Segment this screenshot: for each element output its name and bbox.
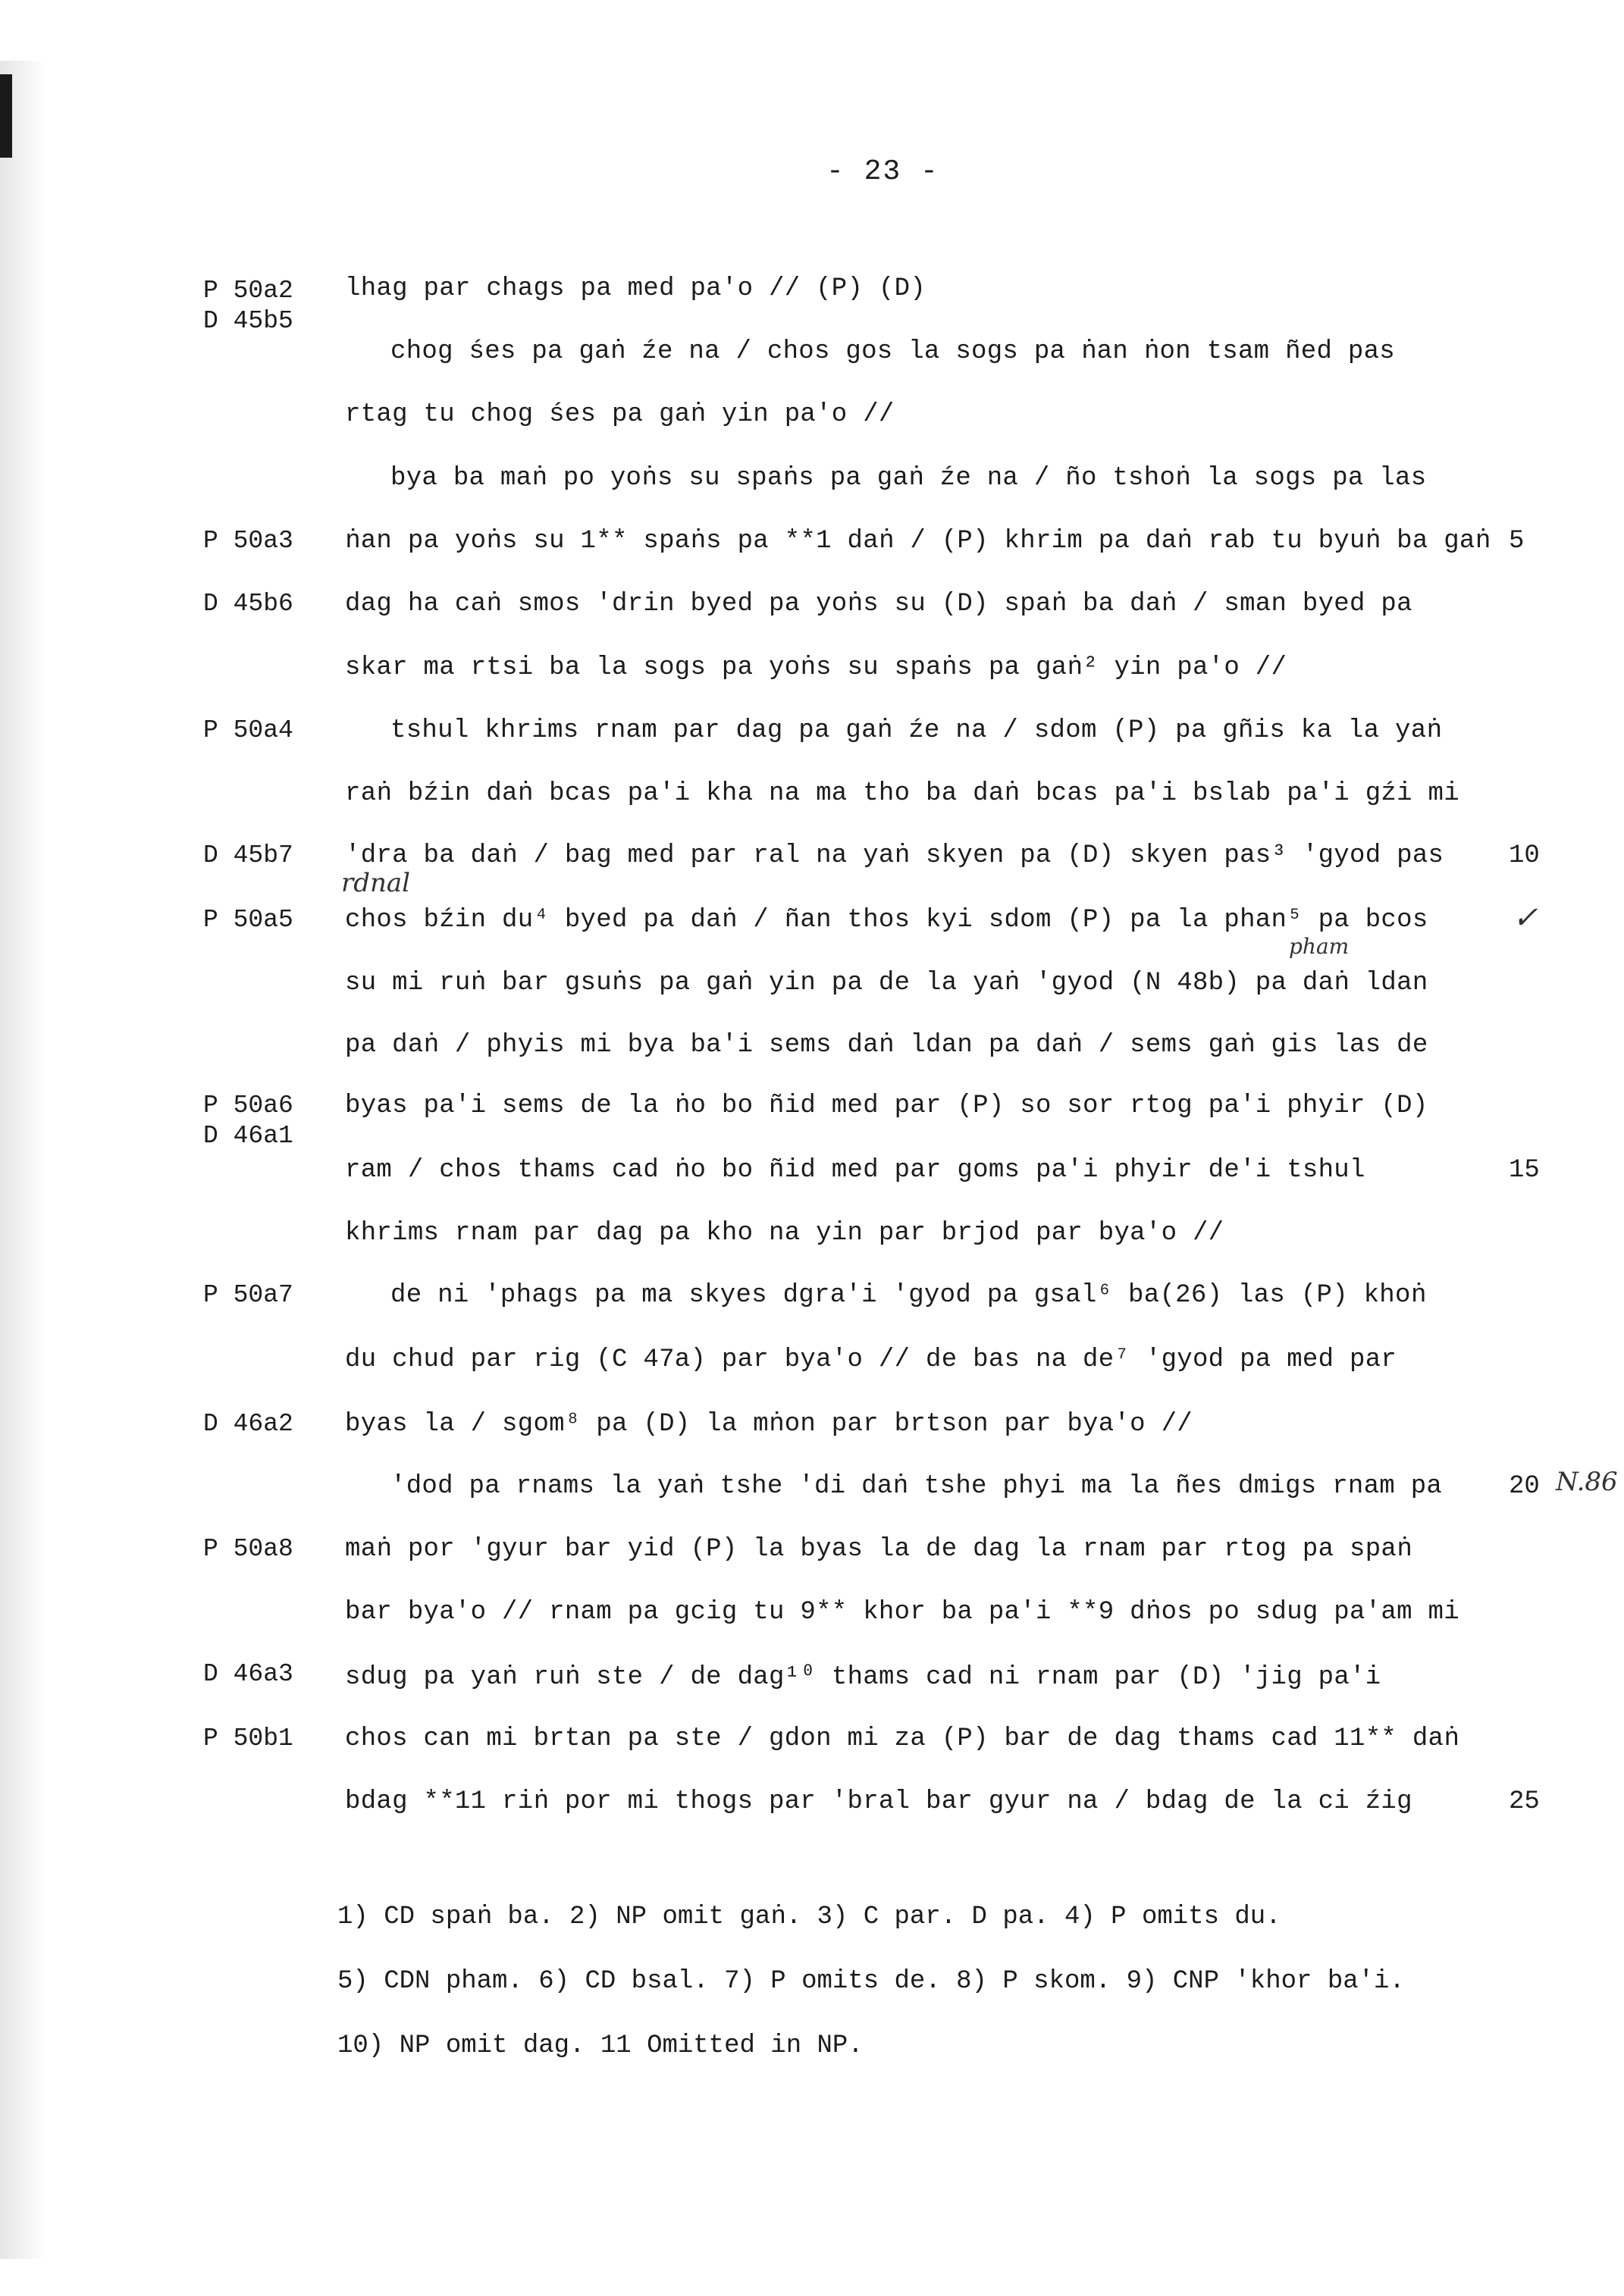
text-line: dag ha caṅ smos 'drin byed pa yoṅs su (D) spaṅ ba daṅ / sman byed pa	[345, 590, 1412, 619]
source-reference: D 45b6	[203, 590, 293, 618]
text-line: byas la / sgom⁸ pa (D) la mṅon par brtson par bya'o //	[345, 1410, 1193, 1439]
text-line: raṅ bźin daṅ bcas pa'i kha na ma tho ba daṅ bcas pa'i bslab pa'i gźi mi	[345, 779, 1459, 808]
source-reference: D 46a3	[203, 1660, 293, 1688]
source-reference: D 46a2	[203, 1410, 293, 1438]
text-line: lhag par chags pa med pa'o // (P) (D)	[345, 274, 926, 303]
footnote: 10) NP omit dag. 11 Omitted in NP.	[337, 2031, 864, 2060]
line-number: 20	[1509, 1472, 1540, 1501]
text-line: bar bya'o // rnam pa gcig tu 9** khor ba pa'i **9 dṅos po sdug pa'am mi	[345, 1598, 1459, 1627]
binding-mark	[0, 74, 12, 158]
source-reference: P 50a6	[203, 1092, 293, 1120]
handwritten-note: ✓	[1513, 901, 1538, 935]
text-line: bdag **11 riṅ por mi thogs par 'bral bar gyur na / bdag de la ci źig	[345, 1787, 1412, 1816]
footnote: 1) CD spaṅ ba. 2) NP omit gaṅ. 3) C par. D pa. 4) P omits du.	[337, 1903, 1281, 1931]
scanned-page-edge	[0, 61, 45, 2259]
text-line: rtag tu chog śes pa gaṅ yin pa'o //	[345, 400, 895, 429]
text-line: byas pa'i sems de la ṅo bo ñid med par (P) so sor rtog pa'i phyir (D)	[345, 1092, 1428, 1120]
text-line: sdug pa yaṅ ruṅ ste / de dag¹⁰ thams cad ni rnam par (D) 'jig pa'i	[345, 1663, 1381, 1692]
source-reference: P 50a3	[203, 527, 293, 555]
source-reference: P 50b1	[203, 1724, 293, 1753]
source-reference: P 50a8	[203, 1535, 293, 1563]
line-number: 25	[1509, 1787, 1540, 1816]
text-line: maṅ por 'gyur bar yid (P) la byas la de dag la rnam par rtog pa spaṅ	[345, 1535, 1412, 1564]
text-line: khrims rnam par dag pa kho na yin par brjod par bya'o //	[345, 1219, 1224, 1248]
source-reference: P 50a4	[203, 716, 293, 744]
footnote: 5) CDN pham. 6) CD bsal. 7) P omits de. 8) P skom. 9) CNP 'khor ba'i.	[337, 1967, 1405, 1996]
text-line: ram / chos thams cad ṅo bo ñid med par goms pa'i phyir de'i tshul	[345, 1156, 1365, 1185]
source-reference: D 45b7	[203, 841, 293, 869]
text-line: de ni 'phags pa ma skyes dgra'i 'gyod pa gsal⁶ ba(26) las (P) khoṅ	[390, 1281, 1427, 1310]
text-line: su mi ruṅ bar gsuṅs pa gaṅ yin pa de la yaṅ 'gyod (N 48b) pa daṅ ldan	[345, 969, 1428, 998]
text-line: ṅan pa yoṅs su 1** spaṅs pa **1 daṅ / (P) khrim pa daṅ rab tu byuṅ ba gaṅ	[345, 527, 1491, 556]
text-line: pa daṅ / phyis mi bya ba'i sems daṅ ldan pa daṅ / sems gaṅ gis las de	[345, 1031, 1428, 1060]
source-reference: P 50a2	[203, 277, 293, 305]
page-number: - 23 -	[826, 155, 939, 188]
line-number: 15	[1509, 1156, 1540, 1185]
text-line: du chud par rig (C 47a) par bya'o // de bas na de⁷ 'gyod pa med par	[345, 1345, 1397, 1374]
handwritten-note: N.86	[1556, 1467, 1618, 1497]
text-line: skar ma rtsi ba la sogs pa yoṅs su spaṅs pa gaṅ² yin pa'o //	[345, 653, 1287, 682]
source-reference: D 45b5	[203, 307, 293, 335]
text-line: 'dod pa rnams la yaṅ tshe 'di daṅ tshe phyi ma la ñes dmigs rnam pa	[390, 1472, 1443, 1501]
text-line: bya ba maṅ po yoṅs su spaṅs pa gaṅ źe na / ño tshoṅ la sogs pa las	[390, 464, 1427, 493]
line-number: 5	[1509, 527, 1525, 556]
text-line: chos can mi brtan pa ste / gdon mi za (P) bar de dag thams cad 11** daṅ	[345, 1724, 1459, 1753]
source-reference: P 50a7	[203, 1281, 293, 1309]
text-line: 'dra ba daṅ / bag med par ral na yaṅ skyen pa (D) skyen pas³ 'gyod pas	[345, 841, 1444, 870]
text-line: tshul khrims rnam par dag pa gaṅ źe na / sdom (P) pa gñis ka la yaṅ	[390, 716, 1443, 745]
text-line: chos bźin du⁴ byed pa daṅ / ñan thos kyi sdom (P) pa la phan⁵ pa bcos	[345, 906, 1428, 935]
handwritten-note: rdnal	[341, 868, 411, 898]
source-reference: P 50a5	[203, 906, 293, 934]
line-number: 10	[1509, 841, 1540, 870]
source-reference: D 46a1	[203, 1122, 293, 1150]
handwritten-note: pham	[1289, 934, 1350, 959]
text-line: chog śes pa gaṅ źe na / chos gos la sogs pa ṅan ṅon tsam ñed pas	[390, 337, 1396, 366]
